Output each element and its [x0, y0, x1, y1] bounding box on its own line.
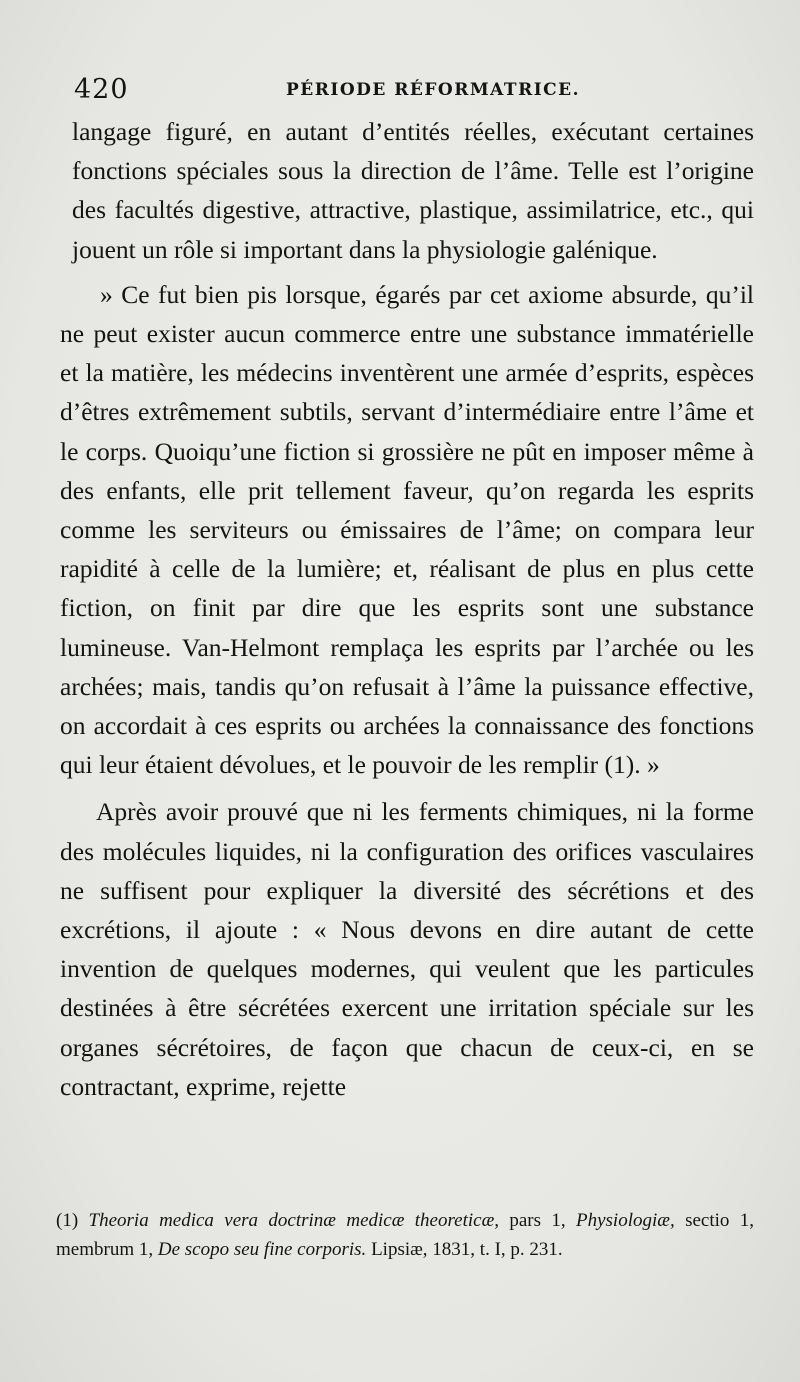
- footnote-marker: (1): [56, 1210, 89, 1231]
- footnote-part1: pars 1,: [499, 1210, 576, 1231]
- paragraph-apres: Après avoir prouvé que ni les ferments chimiques, ni la forme des molécules liquides, ni la configuration des orifices vasculaires ne suffisent pour expliquer la diversité des sécrétions et des excrétions, il ajoute : « Nous devons en dire autant de cette invention de quelques modernes, qui veulent que les particules destinées à être sécrétées exercent une irritation spéciale sur les organes sécrétoires, de façon que chacun de ceux-ci, en se contractant, exprime, rejette: [60, 797, 754, 1101]
- footnote-part2: sectio 1, membrum 1,: [56, 1210, 754, 1260]
- paragraph-quotation: » Ce fut bien pis lorsque, égarés par cet axiome absurde, qu’il ne peut exister aucun commerce entre une substance immatérielle et la matière, les médecins inventèrent une armée d’esprits, espèces d’êtres extrêmement subtils, servant d’intermédiaire entre l’âme et le corps. Quoiqu’une fiction si grossière ne pût en imposer même à des enfants, elle prit tellement faveur, qu’on regarda les esprits comme les serviteurs ou émissaires de l’âme; on compara leur rapidité à celle de la lumière; et, réalisant de plus en plus cette fiction, on finit par dire que les esprits sont une substance lumineuse. Van-Helmont remplaça les esprits par l’archée ou les archées; mais, tandis qu’on refusait à l’âme la puissance effective, on accordait à ces esprits ou archées la connaissance des fonctions qui leur étaient dévolues, et le pouvoir de les remplir (1). »: [60, 279, 754, 780]
- running-head: PÉRIODE RÉFORMATRICE.: [286, 80, 581, 100]
- paragraph-continuation: langage figuré, en autant d’entités réelles, exécutant certaines fonctions spéciales sous la direction de l’âme. Telle est l’origine des facultés digestive, attractive, plastique, assimilatrice, etc., qui jouent un rôle si important dans la physiologie galénique.: [72, 117, 754, 264]
- body-text: [60, 112, 754, 1106]
- footnote-physiologiae: Physiologiæ,: [576, 1210, 675, 1231]
- footnote: [56, 1206, 754, 1264]
- page-header: [74, 74, 754, 106]
- footnote-de-scopo: De scopo seu fine corporis.: [157, 1239, 367, 1260]
- footnote-imprint: Lipsiæ, 1831, t. I, p. 231.: [366, 1239, 563, 1260]
- footnote-title: Theoria medica vera doctrinæ medicæ theoreticæ,: [88, 1210, 499, 1231]
- page-number: 420: [74, 74, 129, 105]
